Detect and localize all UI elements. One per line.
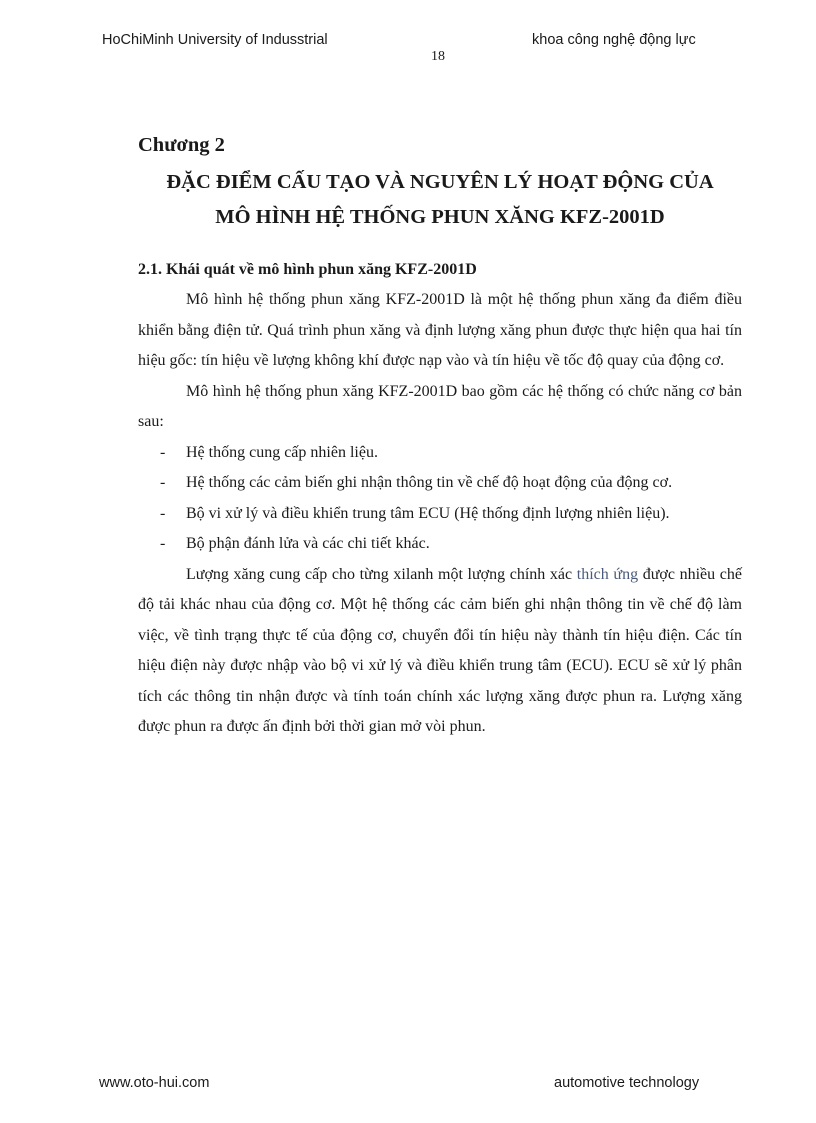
list-item-text: Hệ thống các cảm biến ghi nhận thông tin về chế độ hoạt động của động cơ. <box>186 474 673 491</box>
bullet-list <box>138 438 742 560</box>
chapter-title <box>138 165 742 235</box>
paragraph-2: Mô hình hệ thống phun xăng KFZ-2001D bao gồm các hệ thống có chức năng cơ bản sau: <box>138 382 742 430</box>
bullet-dash: - <box>160 474 166 491</box>
list-item-text: Bộ phận đánh lửa và các chi tiết khác. <box>186 535 430 552</box>
paragraph-3 <box>138 560 742 743</box>
footer-subject: automotive technology <box>554 1075 700 1091</box>
page-number: 18 <box>431 49 445 64</box>
header-university: HoChiMinh University of Indusstrial <box>102 32 328 48</box>
bullet-dash: - <box>160 443 166 461</box>
list-item <box>138 438 742 469</box>
bullet-dash: - <box>160 535 166 552</box>
header-faculty: khoa công nghệ động lực <box>532 32 696 48</box>
list-item <box>138 529 742 560</box>
list-item-text: Bộ vi xử lý và điều khiển trung tâm ECU (Hệ thống định lượng nhiên liệu). <box>186 504 670 522</box>
page-content <box>138 130 742 743</box>
chapter-title-line-2: MÔ HÌNH HỆ THỐNG PHUN XĂNG KFZ-2001D <box>215 206 665 228</box>
chapter-label: Chương 2 <box>138 134 225 156</box>
bullet-dash: - <box>160 504 166 522</box>
paragraph-3-end: được nhiều chế độ tải khác nhau của động cơ. Một hệ thống các cảm biến ghi nhận thông tin về chế độ làm việc, về tình trạng thực tế của động cơ, chuyển đổi tín hiệu này thành tín hiệu điện. Các tín hiệu điện này được nhập vào bộ vi xử lý và điều khiển trung tâm (ECU). ECU sẽ xử lý phân tích các thông tin nhận được và tính toán chính xác lượng xăng được phun ra. Lượng xăng được phun ra được ấn định bởi thời gian mở vòi phun. <box>138 565 742 735</box>
list-item-text: Hệ thống cung cấp nhiên liệu. <box>186 443 378 461</box>
paragraph-1: Mô hình hệ thống phun xăng KFZ-2001D là một hệ thống phun xăng đa điểm điều khiển bằng điện tử. Quá trình phun xăng và định lượng xăng phun được thực hiện qua hai tín hiệu gốc: tín hiệu về lượng không khí được nạp vào và tín hiệu về tốc độ quay của động cơ. <box>138 291 742 369</box>
footer-website: www.oto-hui.com <box>99 1075 210 1091</box>
chapter-title-line-1: ĐẶC ĐIỂM CẤU TẠO VÀ NGUYÊN LÝ HOẠT ĐỘNG CỦA <box>166 171 714 193</box>
section-heading: 2.1. Khái quát về mô hình phun xăng KFZ-2001D <box>138 261 477 278</box>
list-item <box>138 499 742 530</box>
highlighted-term: thích ứng <box>576 565 639 583</box>
paragraph-3-start: Lượng xăng cung cấp cho từng xilanh một lượng chính xác <box>186 565 577 583</box>
list-item <box>138 468 742 499</box>
